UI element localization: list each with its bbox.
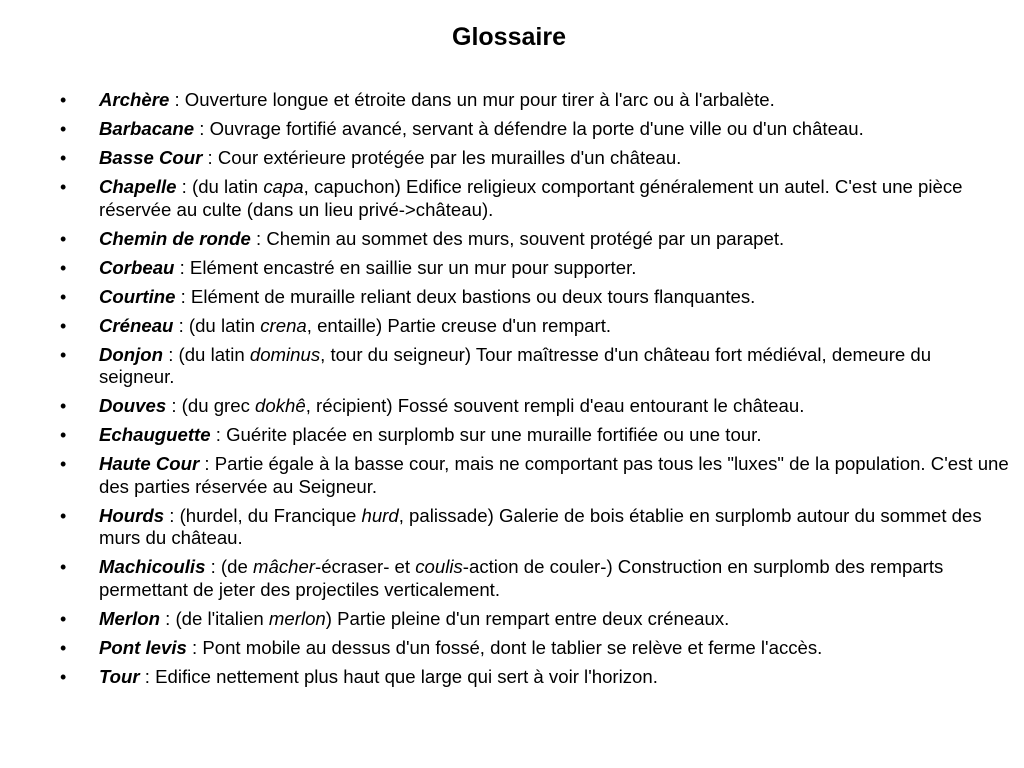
glossary-definition: : Partie égale à la basse cour, mais ne comportant pas tous les "luxes" de la population. C'est une des parties réservée au Seigneur. (99, 453, 1009, 497)
glossary-definition: -action de couler-) Construction en surplomb des remparts permettant de jeter des projectiles verticalement. (99, 556, 944, 600)
glossary-definition: : Chemin au sommet des murs, souvent protégé par un parapet. (250, 227, 785, 249)
glossary-definition: : (du latin (163, 343, 250, 365)
bullet-icon: • (60, 177, 67, 197)
glossary-term: Corbeau (99, 256, 175, 278)
bullet-icon: • (60, 557, 67, 577)
bullet-icon: • (60, 666, 67, 687)
bullet-icon: • (60, 454, 67, 474)
glossary-term: Barbacane (99, 118, 195, 139)
glossary-entry (0, 637, 1010, 660)
glossary-entry (0, 608, 1010, 631)
glossary-entry (0, 453, 1010, 498)
glossary-italic-word: crena (260, 314, 307, 336)
glossary-entry (0, 666, 1010, 689)
bullet-icon: • (60, 608, 67, 629)
glossary-entry (0, 147, 1010, 170)
glossary-entry (0, 556, 1010, 601)
bullet-icon: • (60, 148, 67, 168)
glossary-definition: : Guérite placée en surplomb sur une muraille fortifiée ou une tour. (210, 424, 762, 445)
page-title: Glossaire (452, 23, 566, 51)
glossary-definition: ) Partie pleine d'un rempart entre deux créneaux. (325, 607, 730, 629)
glossary-definition: : Cour extérieure protégée par les murailles d'un château. (202, 147, 682, 168)
glossary-definition: , tour du seigneur) Tour maîtresse d'un château fort médiéval, demeure du seigneur. (99, 343, 932, 387)
bullet-icon: • (60, 257, 67, 278)
bullet-icon: • (60, 425, 67, 445)
glossary-term: Machicoulis (99, 556, 206, 577)
glossary-entry (0, 505, 1010, 550)
glossary-definition: : Edifice nettement plus haut que large qui sert à voir l'horizon. (139, 665, 658, 687)
glossary-definition: : (hurdel, du Francique (164, 504, 362, 526)
glossary-italic-word: mâcher (252, 556, 315, 577)
glossary-term: Archère (99, 89, 170, 110)
glossary-term: Courtine (99, 285, 176, 307)
glossary-entry (0, 286, 1010, 309)
glossary-term: Douves (99, 395, 167, 416)
glossary-list (0, 89, 1010, 695)
bullet-icon: • (60, 505, 67, 526)
glossary-italic-word: capa (263, 176, 304, 197)
glossary-definition: : (du latin (173, 314, 261, 336)
glossary-italic-word: dominus (249, 343, 321, 365)
glossary-italic-word: coulis (415, 556, 463, 577)
bullet-icon: • (60, 119, 67, 139)
glossary-definition: : (de l'italien (159, 607, 269, 629)
glossary-entry (0, 89, 1010, 112)
glossary-definition: -écraser- et (315, 556, 416, 577)
glossary-term: Chemin de ronde (99, 227, 251, 249)
glossary-definition: : Ouvrage fortifié avancé, servant à défendre la porte d'une ville ou d'un château. (194, 118, 864, 139)
glossary-definition: : Elément de muraille reliant deux bastions ou deux tours flanquantes. (175, 285, 756, 307)
glossary-italic-word: hurd (361, 504, 399, 526)
glossary-entry (0, 424, 1010, 447)
glossary-definition: , palissade) Galerie de bois établie en surplomb autour du sommet des murs du château. (99, 504, 982, 548)
glossary-definition: : Ouverture longue et étroite dans un mur pour tirer à l'arc ou à l'arbalète. (169, 89, 775, 110)
glossary-term: Chapelle (99, 176, 177, 197)
glossary-entry (0, 118, 1010, 141)
glossary-definition: : (du grec (166, 395, 256, 416)
bullet-icon: • (60, 344, 67, 365)
glossary-term: Donjon (99, 343, 164, 365)
glossary-definition: : (de (205, 556, 253, 577)
glossary-definition: : Elément encastré en saillie sur un mur pour supporter. (174, 256, 637, 278)
glossary-term: Haute Cour (99, 453, 200, 474)
glossary-term: Merlon (99, 607, 160, 629)
glossary-entry (0, 315, 1010, 338)
bullet-icon: • (60, 286, 67, 307)
glossary-definition: , entaille) Partie creuse d'un rempart. (306, 314, 612, 336)
glossary-term: Pont levis (99, 636, 187, 658)
glossary-term: Créneau (99, 314, 174, 336)
glossary-definition: , récipient) Fossé souvent rempli d'eau entourant le château. (305, 395, 805, 416)
glossary-term: Echauguette (99, 424, 211, 445)
bullet-icon: • (60, 637, 67, 658)
glossary-entry (0, 176, 1010, 221)
glossary-entry (0, 395, 1010, 418)
glossary-italic-word: dokhê (255, 395, 306, 416)
glossary-term: Tour (99, 665, 140, 687)
glossary-entry (0, 344, 1010, 389)
glossary-italic-word: merlon (268, 607, 326, 629)
bullet-icon: • (60, 396, 67, 416)
bullet-icon: • (60, 315, 67, 336)
bullet-icon: • (60, 228, 67, 249)
glossary-definition: , capuchon) Edifice religieux comportant généralement un autel. C'est une pièce réservée au culte (dans un lieu privé->château). (99, 176, 963, 220)
bullet-icon: • (60, 90, 67, 110)
glossary-term: Basse Cour (99, 147, 203, 168)
glossary-entry (0, 228, 1010, 251)
glossary-entry (0, 257, 1010, 280)
glossary-definition: : (du latin (176, 176, 264, 197)
glossary-definition: : Pont mobile au dessus d'un fossé, dont le tablier se relève et ferme l'accès. (186, 636, 823, 658)
glossary-term: Hourds (99, 504, 165, 526)
